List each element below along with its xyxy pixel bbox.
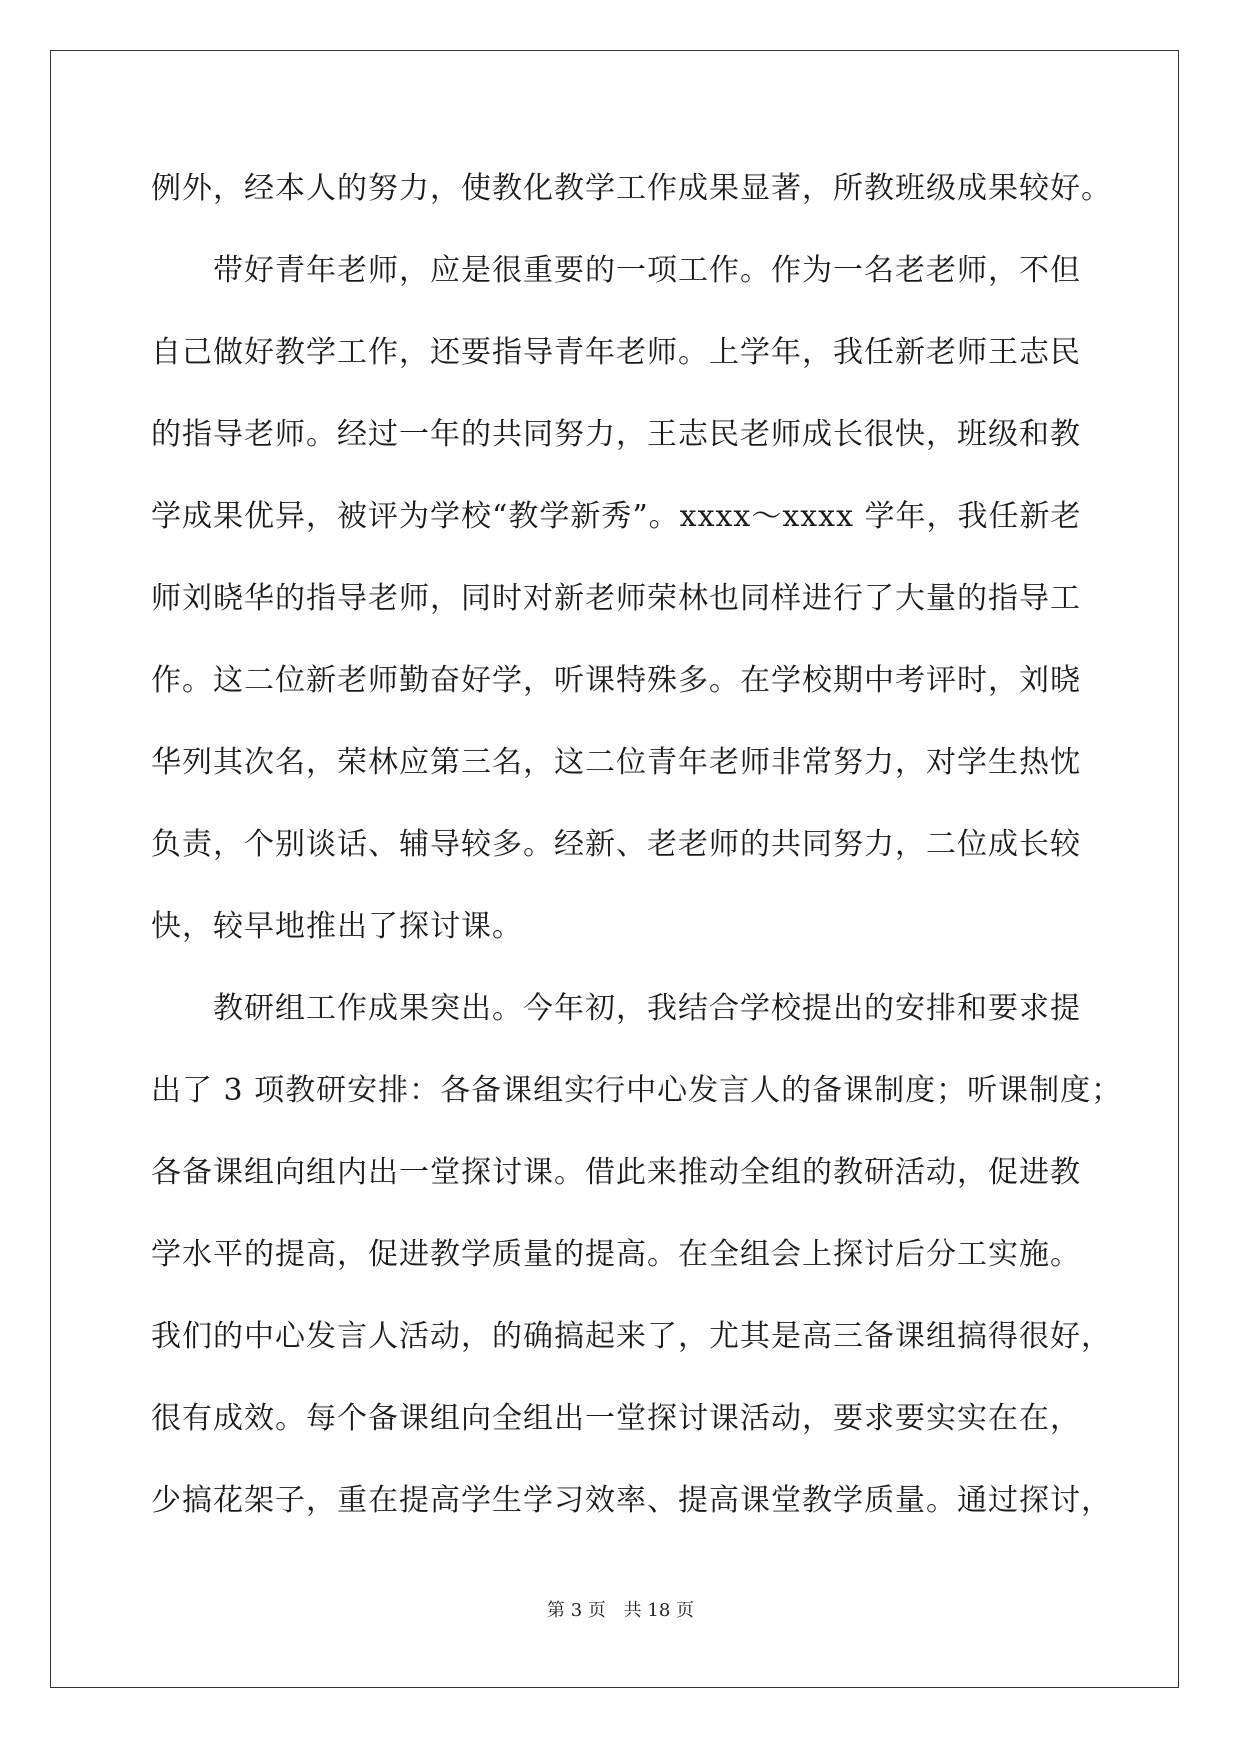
text-line-2: 带好青年老师，应是很重要的一项工作。作为一名老老师，不但 (151, 253, 1081, 288)
text-line-11: 教研组工作成果突出。今年初，我结合学校提出的安排和要求提 (151, 991, 1081, 1026)
text-line-14: 学水平的提高，促进教学质量的提高。在全组会上探讨后分工实施。 (151, 1237, 1081, 1272)
total-pages: 共 18 页 (623, 1600, 694, 1621)
text-line-9: 负责，个别谈话、辅导较多。经新、老老师的共同努力，二位成长较 (151, 827, 1081, 862)
text-line-3: 自己做好教学工作，还要指导青年老师。上学年，我任新老师王志民 (151, 335, 1081, 370)
text-line-8: 华列其次名，荣林应第三名，这二位青年老师非常努力，对学生热忱 (151, 745, 1081, 780)
text-line-10: 快，较早地推出了探讨课。 (151, 909, 523, 944)
text-line-17: 少搞花架子，重在提高学生学习效率、提高课堂教学质量。通过探讨， (151, 1483, 1112, 1518)
document-body (151, 160, 1123, 1554)
text-line-4: 的指导老师。经过一年的共同努力，王志民老师成长很快，班级和教 (151, 417, 1081, 452)
text-line-15: 我们的中心发言人活动，的确搞起来了，尤其是高三备课组搞得很好， (151, 1319, 1112, 1354)
text-line-6: 师刘晓华的指导老师，同时对新老师荣林也同样进行了大量的指导工 (151, 581, 1081, 616)
page-footer (0, 1596, 1241, 1622)
text-line-16: 很有成效。每个备课组向全组出一堂探讨课活动，要求要实实在在， (151, 1401, 1081, 1436)
page-number: 第 3 页 (547, 1600, 606, 1621)
text-line-13: 各备课组向组内出一堂探讨课。借此来推动全组的教研活动，促进教 (151, 1155, 1081, 1190)
text-line-12: 出了 3 项教研安排：各备课组实行中心发言人的备课制度；听课制度； (151, 1073, 1123, 1108)
text-line-5: 学成果优异，被评为学校“教学新秀”。xxxx～xxxx 学年，我任新老 (151, 499, 1082, 534)
text-line-1: 例外，经本人的努力，使教化教学工作成果显著，所教班级成果较好。 (151, 171, 1112, 206)
text-line-7: 作。这二位新老师勤奋好学，听课特殊多。在学校期中考评时，刘晓 (151, 663, 1081, 698)
